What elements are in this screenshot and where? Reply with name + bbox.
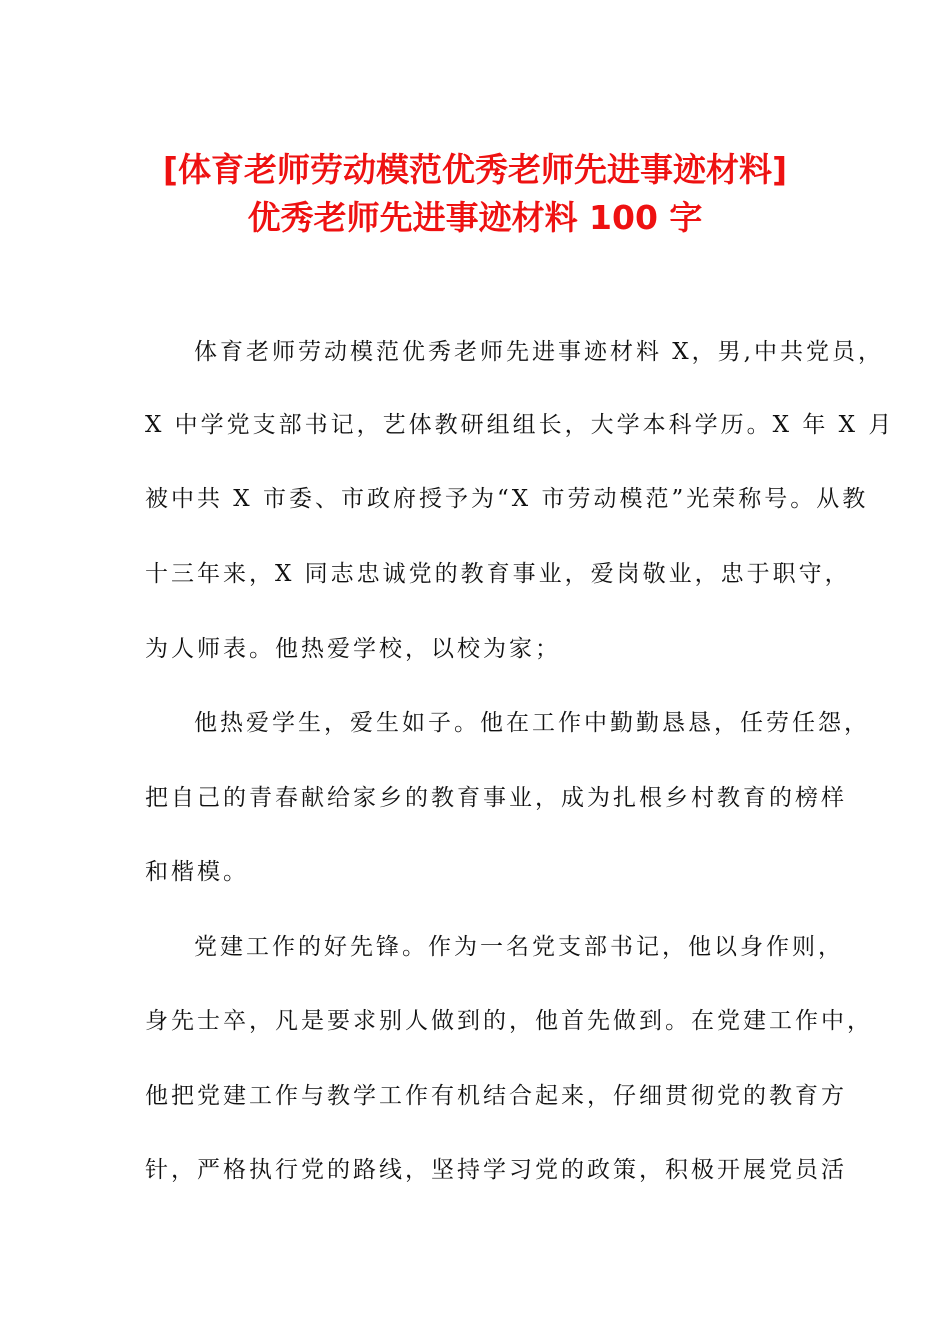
document-title-line-2: 优秀老师先进事迹材料 100 字 (247, 198, 703, 237)
paragraph-line: 被中共 X 市委、市政府授予为“X 市劳动模范”光荣称号。从教 (145, 486, 869, 512)
paragraph-line: 党建工作的好先锋。作为一名党支部书记，他以身作则， (194, 934, 844, 960)
paragraph-line: 针，严格执行党的路线，坚持学习党的政策，积极开展党员活 (145, 1157, 847, 1183)
paragraph-line: 十三年来，X 同志忠诚党的教育事业，爱岗敬业，忠于职守， (145, 561, 851, 587)
paragraph-line: 他把党建工作与教学工作有机结合起来，仔细贯彻党的教育方 (145, 1083, 847, 1109)
paragraph-line: 身先士卒，凡是要求别人做到的，他首先做到。在党建工作中， (145, 1008, 873, 1034)
document-title-line-1: [体育老师劳动模范优秀老师先进事迹材料] (162, 150, 788, 189)
paragraph-line: 为人师表。他热爱学校，以校为家； (145, 636, 561, 662)
paragraph-line: 他热爱学生，爱生如子。他在工作中勤勤恳恳，任劳任怨， (194, 710, 870, 736)
paragraph-line: X 中学党支部书记，艺体教研组组长，大学本科学历。X 年 X 月 (145, 412, 895, 438)
paragraph-line: 和楷模。 (145, 859, 249, 885)
paragraph-line: 体育老师劳动模范优秀老师先进事迹材料 X，男,中共党员， (194, 339, 884, 365)
paragraph-line: 把自己的青春献给家乡的教育事业，成为扎根乡村教育的榜样 (145, 785, 847, 811)
